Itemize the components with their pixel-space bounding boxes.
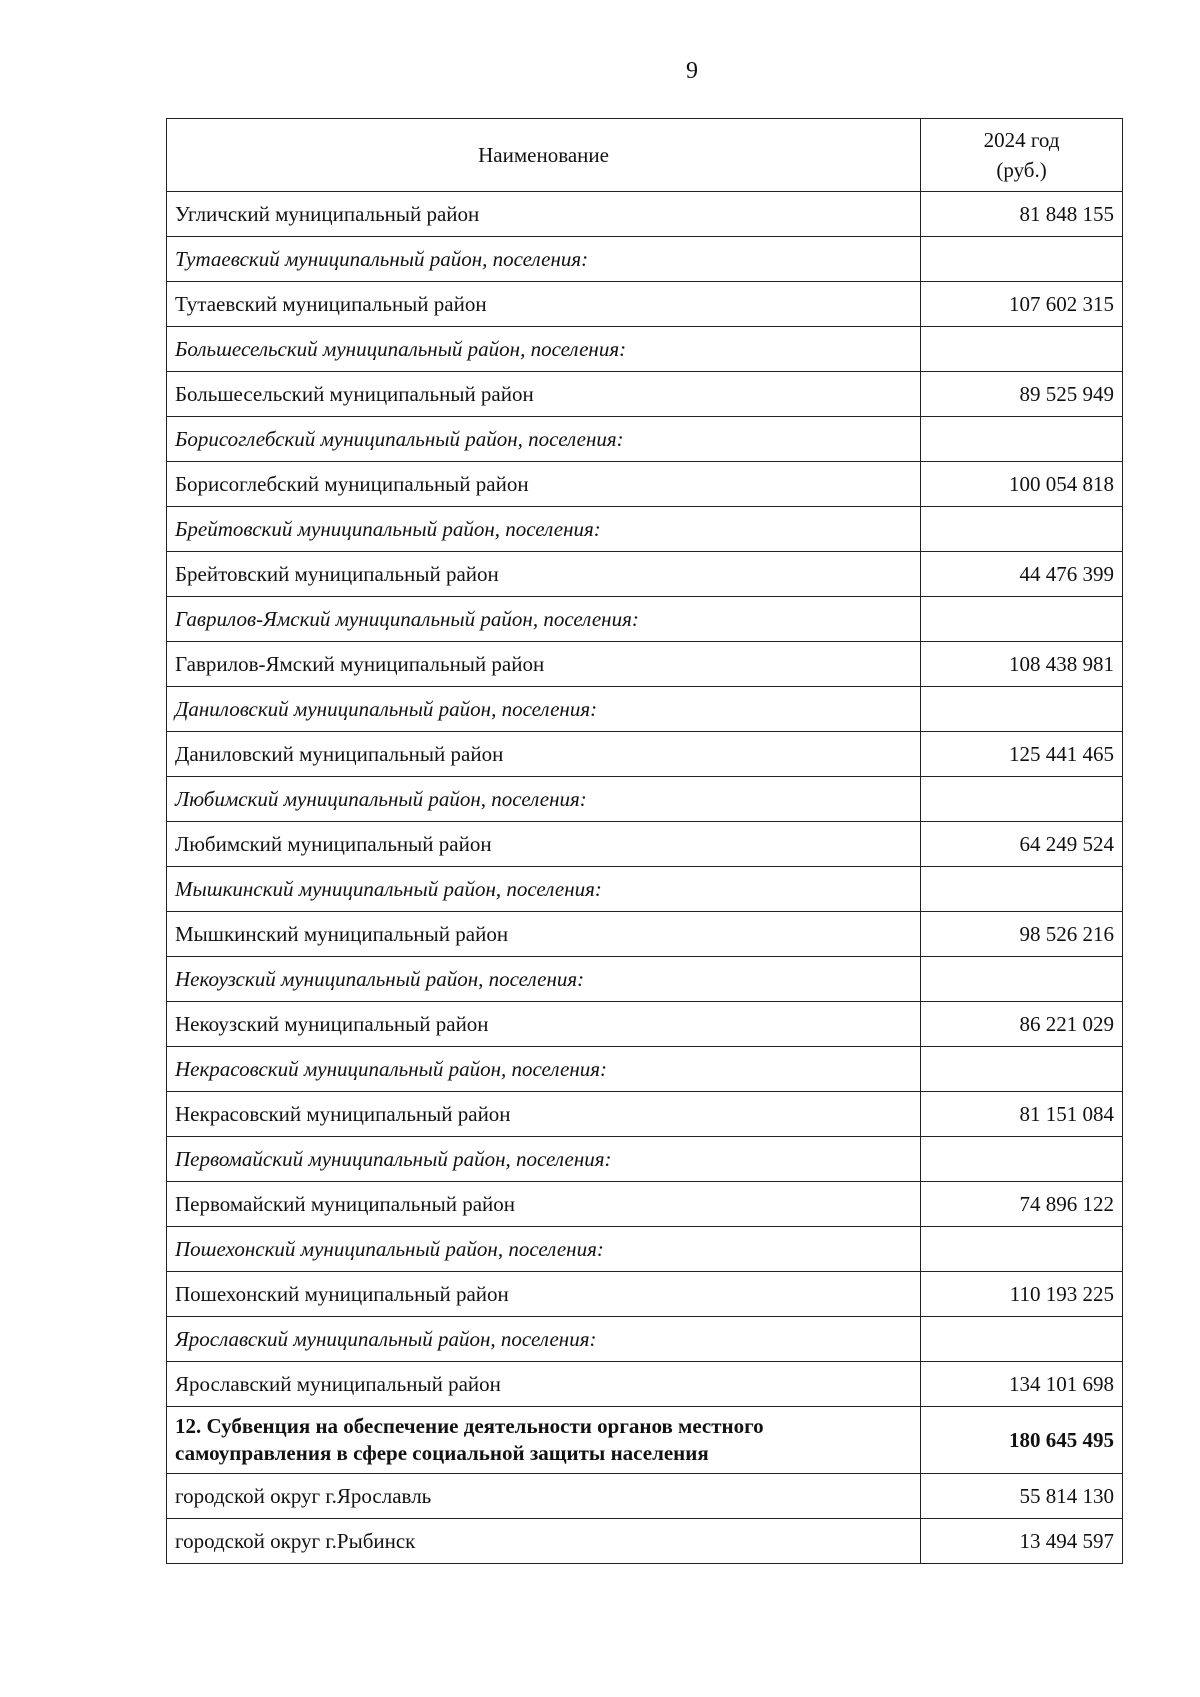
row-name: Борисоглебский муниципальный район, поселения: <box>167 417 921 462</box>
row-name: Даниловский муниципальный район, поселения: <box>167 687 921 732</box>
table-row <box>167 282 1123 327</box>
row-name: городской округ г.Рыбинск <box>167 1519 921 1564</box>
column-header-name: Наименование <box>167 119 921 192</box>
row-amount: 13 494 597 <box>921 1519 1123 1564</box>
row-amount <box>921 597 1123 642</box>
row-name: Брейтовский муниципальный район <box>167 552 921 597</box>
row-name: Угличский муниципальный район <box>167 192 921 237</box>
row-amount <box>921 777 1123 822</box>
table-row <box>167 1092 1123 1137</box>
row-amount <box>921 687 1123 732</box>
row-amount: 108 438 981 <box>921 642 1123 687</box>
group-heading-row <box>167 777 1123 822</box>
table-row <box>167 1182 1123 1227</box>
row-amount <box>921 867 1123 912</box>
column-header-unit: (руб.) <box>996 158 1047 182</box>
row-name: Любимский муниципальный район, поселения: <box>167 777 921 822</box>
row-name: Тутаевский муниципальный район, поселения: <box>167 237 921 282</box>
row-name: Большесельский муниципальный район, поселения: <box>167 327 921 372</box>
row-amount: 64 249 524 <box>921 822 1123 867</box>
table-row <box>167 912 1123 957</box>
row-name: Первомайский муниципальный район, поселения: <box>167 1137 921 1182</box>
group-heading-row <box>167 327 1123 372</box>
row-name: Пошехонский муниципальный район, поселения: <box>167 1227 921 1272</box>
row-name: Ярославский муниципальный район <box>167 1362 921 1407</box>
table-row <box>167 1362 1123 1407</box>
row-amount: 100 054 818 <box>921 462 1123 507</box>
group-heading-row <box>167 957 1123 1002</box>
row-name: Большесельский муниципальный район <box>167 372 921 417</box>
table-body <box>167 192 1123 1564</box>
row-amount <box>921 1227 1123 1272</box>
table-row <box>167 372 1123 417</box>
row-name: Брейтовский муниципальный район, поселения: <box>167 507 921 552</box>
row-amount: 55 814 130 <box>921 1474 1123 1519</box>
table-row <box>167 1272 1123 1317</box>
row-name: Борисоглебский муниципальный район <box>167 462 921 507</box>
row-name: Некоузский муниципальный район <box>167 1002 921 1047</box>
row-amount <box>921 957 1123 1002</box>
row-amount: 86 221 029 <box>921 1002 1123 1047</box>
row-name: Пошехонский муниципальный район <box>167 1272 921 1317</box>
row-name: Любимский муниципальный район <box>167 822 921 867</box>
group-heading-row <box>167 687 1123 732</box>
table-row <box>167 822 1123 867</box>
row-name: Первомайский муниципальный район <box>167 1182 921 1227</box>
row-amount: 134 101 698 <box>921 1362 1123 1407</box>
row-amount: 107 602 315 <box>921 282 1123 327</box>
table-row <box>167 1474 1123 1519</box>
row-amount <box>921 507 1123 552</box>
row-amount: 180 645 495 <box>921 1407 1123 1474</box>
group-heading-row <box>167 237 1123 282</box>
table-row <box>167 192 1123 237</box>
group-heading-row <box>167 1137 1123 1182</box>
row-amount: 110 193 225 <box>921 1272 1123 1317</box>
row-amount: 81 151 084 <box>921 1092 1123 1137</box>
column-header-year-label: 2024 год <box>983 128 1060 152</box>
row-name: Тутаевский муниципальный район <box>167 282 921 327</box>
row-amount <box>921 1047 1123 1092</box>
row-name: Мышкинский муниципальный район <box>167 912 921 957</box>
row-name: Некоузский муниципальный район, поселения: <box>167 957 921 1002</box>
page-number: 9 <box>686 58 698 84</box>
row-name: Ярославский муниципальный район, поселения: <box>167 1317 921 1362</box>
group-heading-row <box>167 597 1123 642</box>
row-amount: 44 476 399 <box>921 552 1123 597</box>
row-amount: 89 525 949 <box>921 372 1123 417</box>
section-row <box>167 1407 1123 1474</box>
row-amount <box>921 1317 1123 1362</box>
row-name: Гаврилов-Ямский муниципальный район <box>167 642 921 687</box>
row-amount <box>921 417 1123 462</box>
row-name: Даниловский муниципальный район <box>167 732 921 777</box>
row-name: Некрасовский муниципальный район, поселения: <box>167 1047 921 1092</box>
table-row <box>167 552 1123 597</box>
table-row <box>167 642 1123 687</box>
table-row <box>167 462 1123 507</box>
column-header-year <box>921 119 1123 192</box>
row-amount: 125 441 465 <box>921 732 1123 777</box>
table-row <box>167 1002 1123 1047</box>
group-heading-row <box>167 507 1123 552</box>
row-name: 12. Субвенция на обеспечение деятельности органов местного самоуправления в сфере социальной защиты населения <box>167 1407 921 1474</box>
budget-table <box>166 118 1123 1564</box>
row-amount <box>921 237 1123 282</box>
row-amount: 74 896 122 <box>921 1182 1123 1227</box>
row-name: Гаврилов-Ямский муниципальный район, поселения: <box>167 597 921 642</box>
row-amount: 81 848 155 <box>921 192 1123 237</box>
row-amount <box>921 327 1123 372</box>
row-name: Мышкинский муниципальный район, поселения: <box>167 867 921 912</box>
group-heading-row <box>167 1047 1123 1092</box>
table-header-row <box>167 119 1123 192</box>
group-heading-row <box>167 417 1123 462</box>
row-amount: 98 526 216 <box>921 912 1123 957</box>
group-heading-row <box>167 867 1123 912</box>
row-name: городской округ г.Ярославль <box>167 1474 921 1519</box>
group-heading-row <box>167 1227 1123 1272</box>
row-amount <box>921 1137 1123 1182</box>
table-row <box>167 1519 1123 1564</box>
group-heading-row <box>167 1317 1123 1362</box>
row-name: Некрасовский муниципальный район <box>167 1092 921 1137</box>
table-row <box>167 732 1123 777</box>
